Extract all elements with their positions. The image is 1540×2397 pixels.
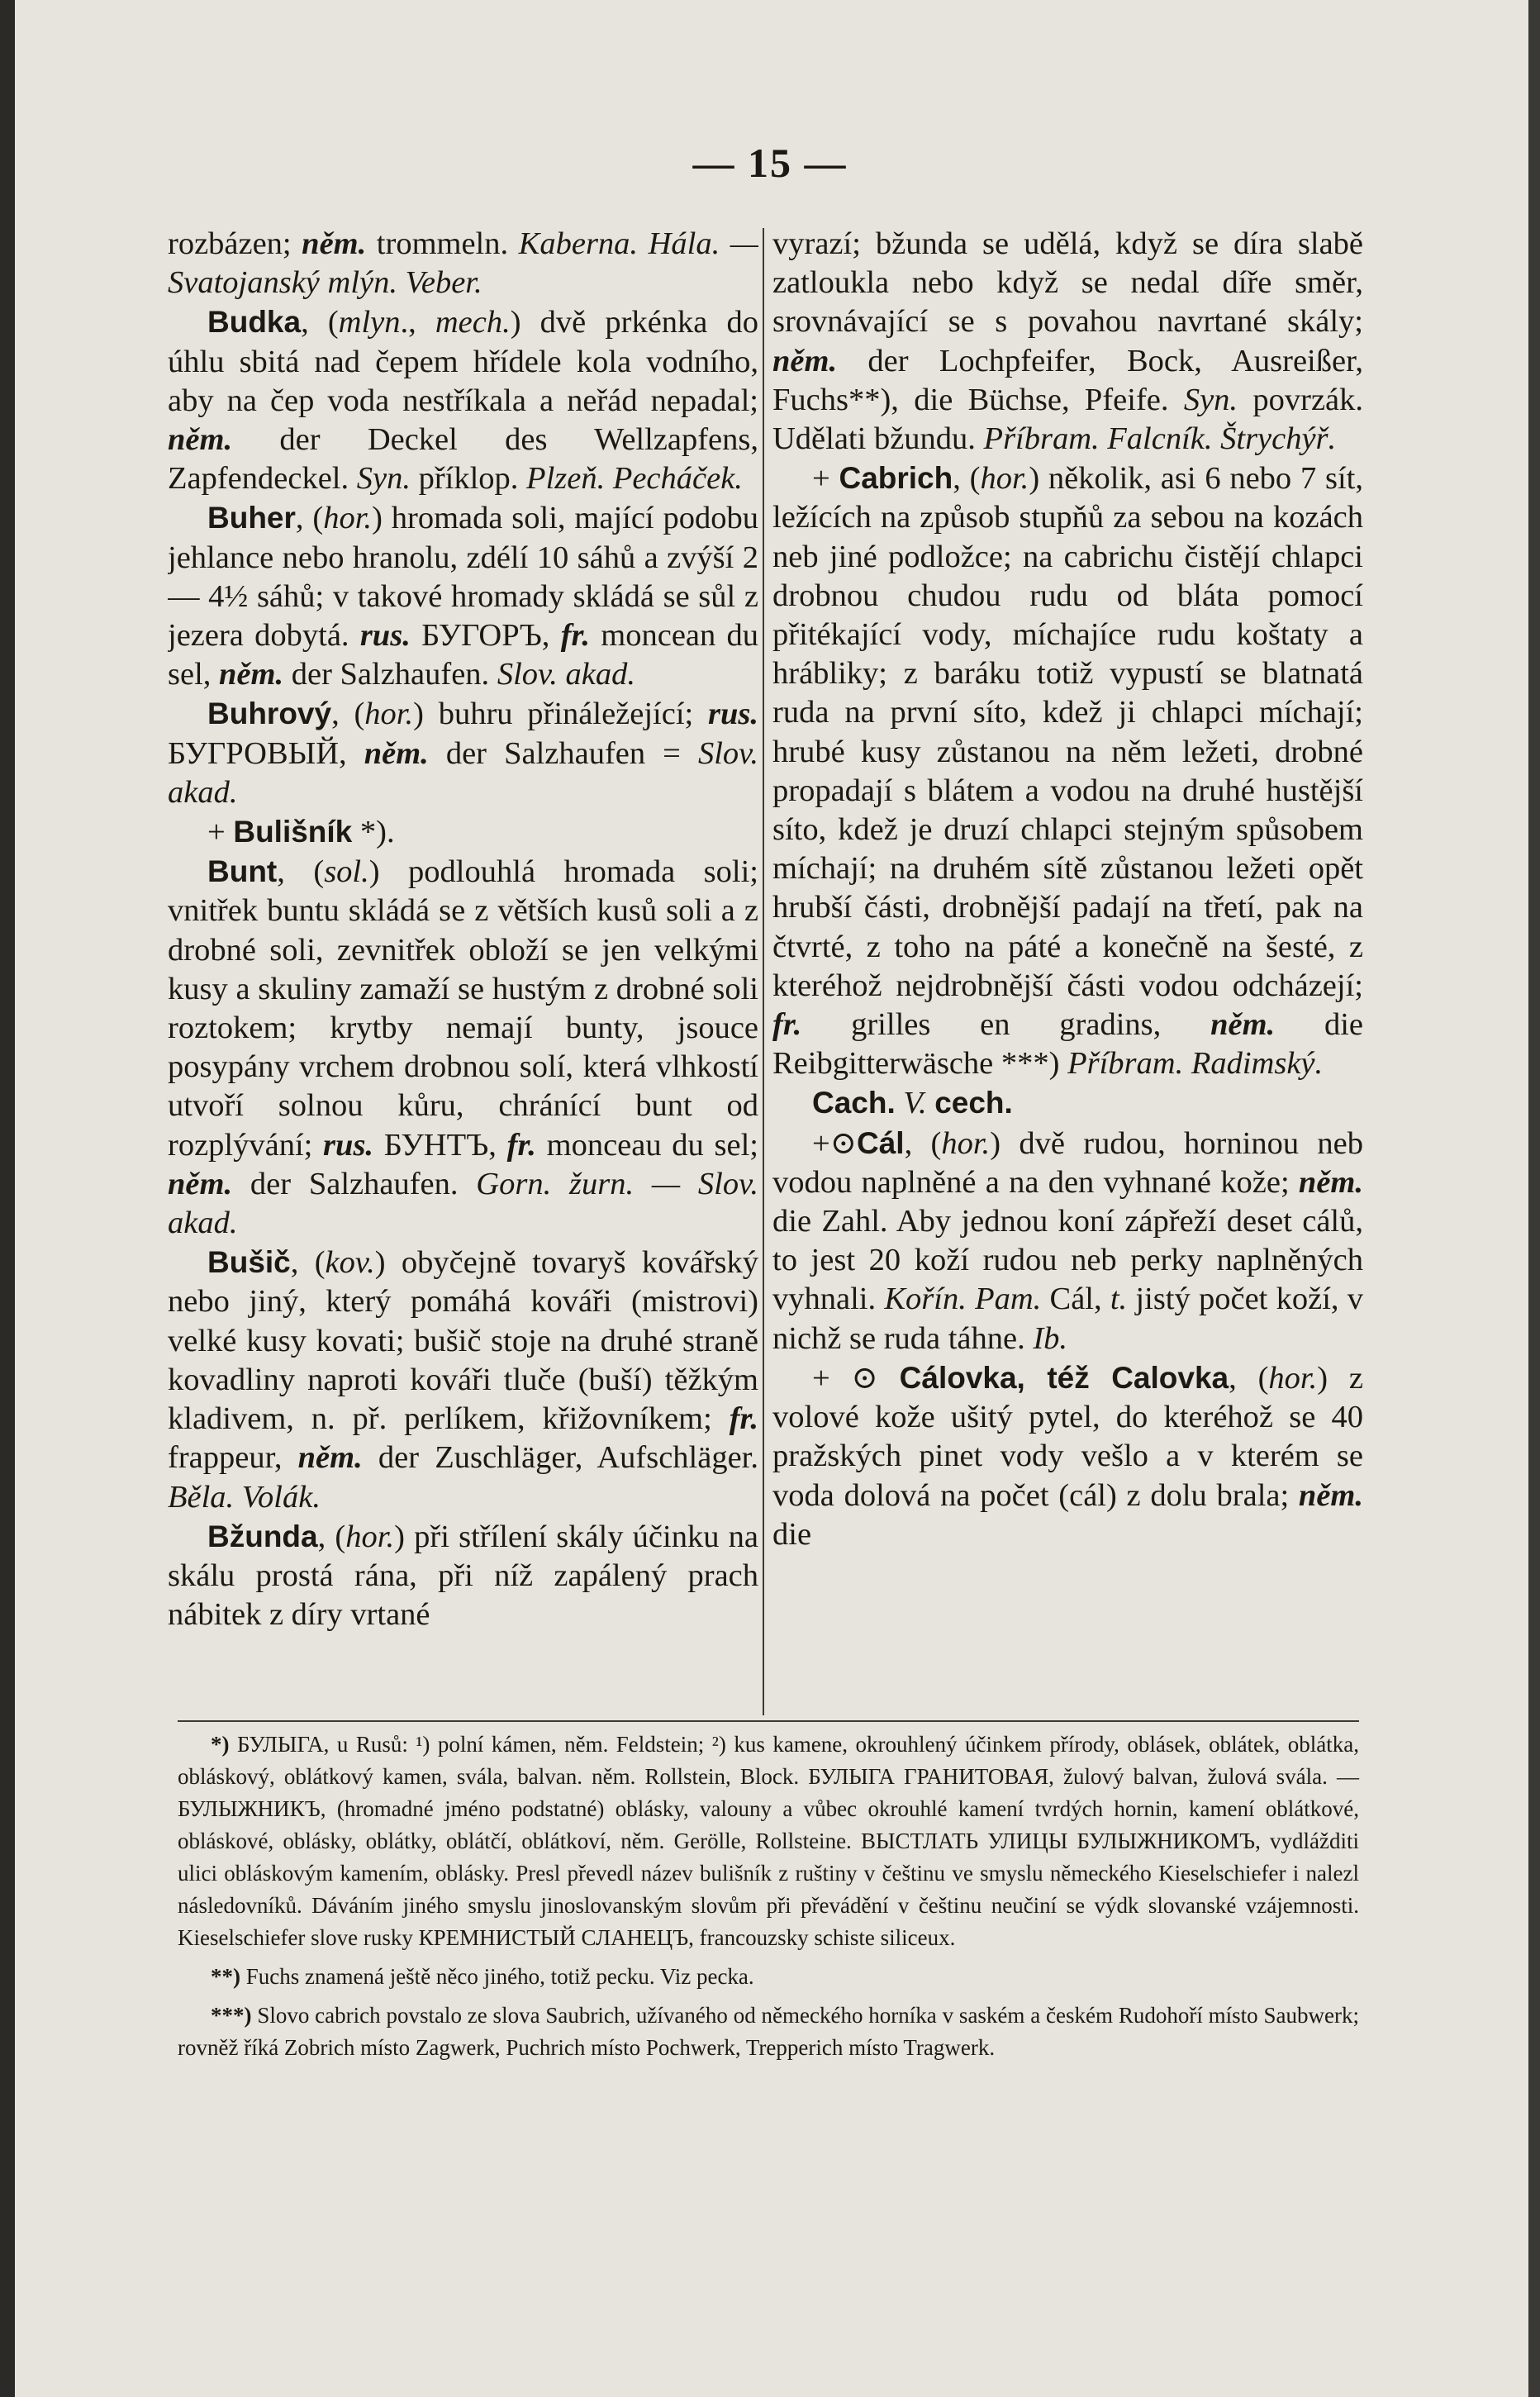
page-number: — 15 — — [692, 140, 848, 186]
right-column — [772, 225, 1363, 1720]
dictionary-entry: Cach. V. cech. — [812, 1086, 1013, 1121]
footnote: *) БУЛЫГА, u Rusů: ¹) polní kámen, něm. Feldstein; ²) kus kamene, okrouhlený účinkem přírody, oblásek, oblátek, oblátka, obláskový, oblátkový kamen, svála, balvan. něm. Rollstein, Block. БУЛЫГА ГРАНИТОВАЯ, žulový balvan, žulová svála. — БУЛЫЖНИКЪ, (hromadné jméno podstatné) oblásky, valouny a vůbec okrouhlé kamení tvrdých hornin, kamení oblátkové, obláskové, oblásky, oblátky, oblátčí, oblátkoví, něm. Gerölle, Rollsteine. ВЫСТЛАТЬ УЛИЦЫ БУЛЫЖНИКОМЪ, vydlážditi ulici obláskovým kamením, oblásky. Presl převedl název bulišník z ruštiny v češtinu ve smyslu německého Kieselschiefer i nalezl následovníků. Dáváním jiného smyslu jinoslovanským slovům při převádění v češtinu neučiní se výdk slovanské vzájemnosti. Kieselschiefer slove rusky КРЕМНИСТЫЙ СЛАНЕЦЪ, francouzsky schiste siliceux. — [178, 1732, 1359, 1950]
footnote: ***) Slovo cabrich povstalo ze slova Saubrich, užívaného od německého horníka v saském a českém Rudohoří místo Saubwerk; rovněž říká Zobrich místo Zagwerk, Puchrich místo Pochwerk, Trepperich místo Tragwerk. — [178, 2003, 1359, 2060]
column-divider — [763, 228, 764, 1715]
dictionary-entry: Budka, (mlyn., mech.) dvě prkénka do úhlu sbitá nad čepem hřídele kola vodního, aby na čep voda nestříkala a neřád nepadal; něm. der Deckel des Wellzapfens, Zapfendeckel. Syn. příklop. Plzeň. Pecháček. — [168, 305, 758, 497]
right-page-edge — [1528, 0, 1540, 2397]
dictionary-entry: Bušič, (kov.) obyčejně tovaryš kovářský nebo jiný, který pomáhá kováři (mistrovi) velké kusy kovati; bušič stoje na druhé straně kovadliny naproti kováři tluče (buší) těžkým kladivem, n. př. perlíkem, křižovníkem; fr. frappeur, něm. der Zuschläger, Aufschläger. Běla. Volák. — [168, 1245, 758, 1515]
dictionary-entry: Bžunda, (hor.) při střílení skály účinku na skálu prostá rána, při níž zapálený prach nábitek z díry vrtané — [168, 1519, 758, 1633]
dictionary-entry: +⊙Cál, (hor.) dvě rudou, horninou neb vodou naplněné a na den vyhnané kože; něm. die Zahl. Aby jednou koní zápřeží deset cálů, to jest 20 koží rudou neb perky naplněných vyhnali. Kořín. Pam. Cál, t. jistý počet koží, v nichž se ruda táhne. Ib. — [772, 1125, 1363, 1356]
dictionary-entry: Bunt, (sol.) podlouhlá hromada soli; vnitřek buntu skládá se z větších kusů soli a z drobné soli, zevnitřek obloží se jen velkými kusy a skuliny zamaží se hustým z drobné soli roztokem; krytby nemají bunty, jsouce posypány vrchem drobnou solí, která vlhkostí utvoří solnou kůru, chránící bunt od rozplývání; rus. БУНТЪ, fr. monceau du sel; něm. der Salzhaufen. Gorn. žurn. — Slov. akad. — [168, 854, 758, 1241]
dictionary-entry: + Bulišník *). — [207, 815, 395, 850]
footnotes — [178, 1729, 1359, 2071]
dictionary-entry: Buhrový, (hor.) buhru přináležející; rus. БУГРОВЫЙ, něm. der Salzhaufen = Slov. akad. — [168, 697, 758, 810]
footnote-rule — [178, 1720, 1359, 1722]
dictionary-entry: vyrazí; bžunda se udělá, když se díra slabě zatloukla nebo když se nedal díře směr, srovnávající se s povahou navrtané skály; něm. der Lochpfeifer, Bock, Ausreißer, Fuchs**), die Büchse, Pfeife. Syn. povrzák. Udělati bžundu. Příbram. Falcník. Štrychýř. — [772, 226, 1363, 457]
left-page-edge — [0, 0, 15, 2397]
footnote: **) Fuchs znamená ještě něco jiného, totiž pecku. Viz pecka. — [211, 1964, 754, 1989]
dictionary-entry: rozbázen; něm. trommeln. Kaberna. Hála. — Svatojanský mlýn. Veber. — [168, 226, 758, 301]
dictionary-entry: + Cabrich, (hor.) několik, asi 6 nebo 7 sít, ležících na způsob stupňů za sebou na kozách neb jiné podložce; na cabrichu čistějí chlapci drobnou chudou rudu od bláta pomocí přitékající vody, míchajíce rudu koštaty a hrábliky; z baráku totiž vypustí se blatnatá ruda na první síto, kdež ji chlapci míchají; hrubé kusy zůstanou na něm ležeti, drobné propadají s blátem a vodou na druhé hustější síto, kdež je druzí chlapci stejným spůsobem míchají; na druhém sítě zůstanou ležeti opět hrubší části, drobnější padají na třetí, pak na čtvrté, z toho na páté a konečně na šesté, z kteréhož nejdrobnější části vodou odcházejí; fr. grilles en gradins, něm. die Reibgitterwäsche ***) Příbram. Radimský. — [772, 461, 1363, 1082]
dictionary-entry: Buher, (hor.) hromada soli, mající podobu jehlance nebo hranolu, zdélí 10 sáhů a zvýší 2 — 4½ sáhů; v takové hromady skládá se sůl z jezera dobytá. rus. БУГОРЪ, fr. moncean du sel, něm. der Salzhaufen. Slov. akad. — [168, 501, 758, 692]
dictionary-entry: + ⊙ Cálovka, též Calovka, (hor.) z volové kože ušitý pytel, do kteréhož se 40 pražských pinet vody vešlo a v kterém se voda dolová na počet (cál) z dolu brala; něm. die — [772, 1360, 1363, 1552]
left-column — [168, 225, 758, 1720]
